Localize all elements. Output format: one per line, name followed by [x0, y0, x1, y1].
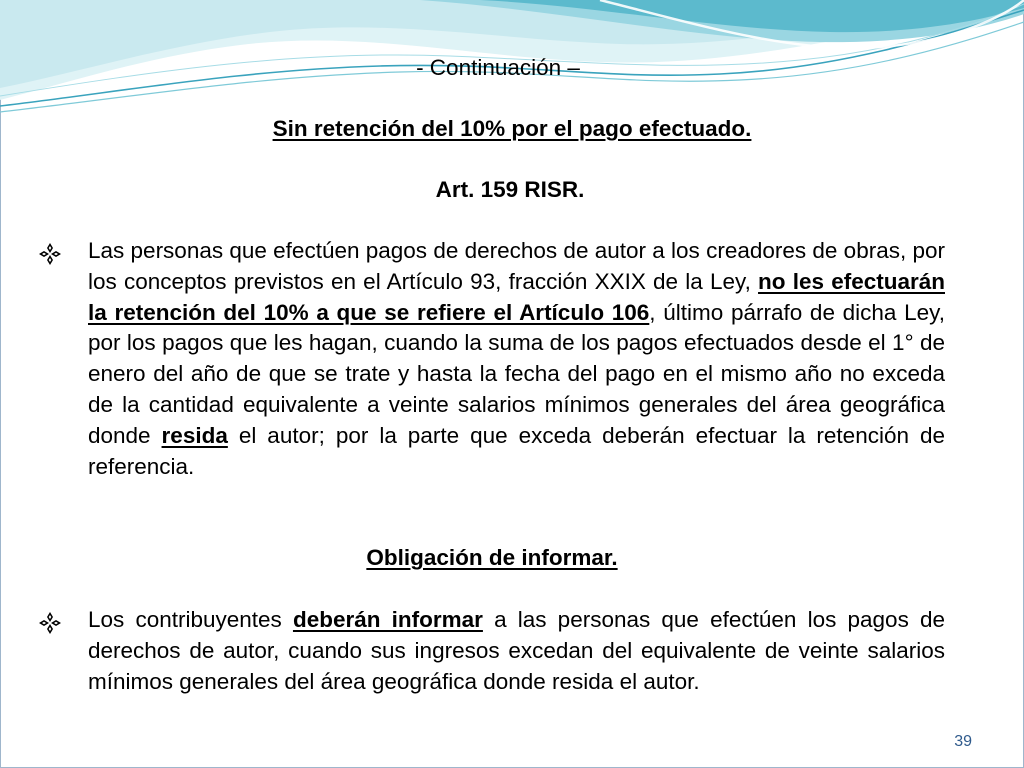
diamond-bullet-icon: [38, 239, 62, 269]
heading-obligacion: Obligación de informar.: [366, 545, 618, 570]
continuation-label: - Continuación –: [416, 55, 580, 80]
diamond-bullet-icon: [38, 608, 62, 638]
article-reference: Art. 159 RISR.: [435, 177, 585, 202]
heading-sin-retencion: Sin retención del 10% por el pago efectuado.: [272, 116, 752, 141]
paragraph-obligacion: Los contribuyentes deberán informar a las personas que efectúen los pagos de derechos de autor, cuando sus ingresos excedan del equivalente de veinte salarios mínimos generales del área geográfica donde resida el autor.: [88, 607, 946, 694]
paragraph-retencion: Las personas que efectúen pagos de derechos de autor a los creadores de obras, por los conceptos previstos en el Artículo 93, fracción XXIX de la Ley, no les efectuarán la retención del 10% a que se refiere el Artículo 106, último párrafo de dicha Ley, por los pagos que les hagan, cuando la suma de los pagos efectuados desde el 1° de enero del año de que se trate y hasta la fecha del pago en el mismo año no exceda de la cantidad equivalente a veinte salarios mínimos generales del área geográfica donde resida el autor; por la parte que exceda deberán efectuar la retención de referencia.: [88, 238, 945, 479]
page-number: 39: [954, 733, 972, 750]
